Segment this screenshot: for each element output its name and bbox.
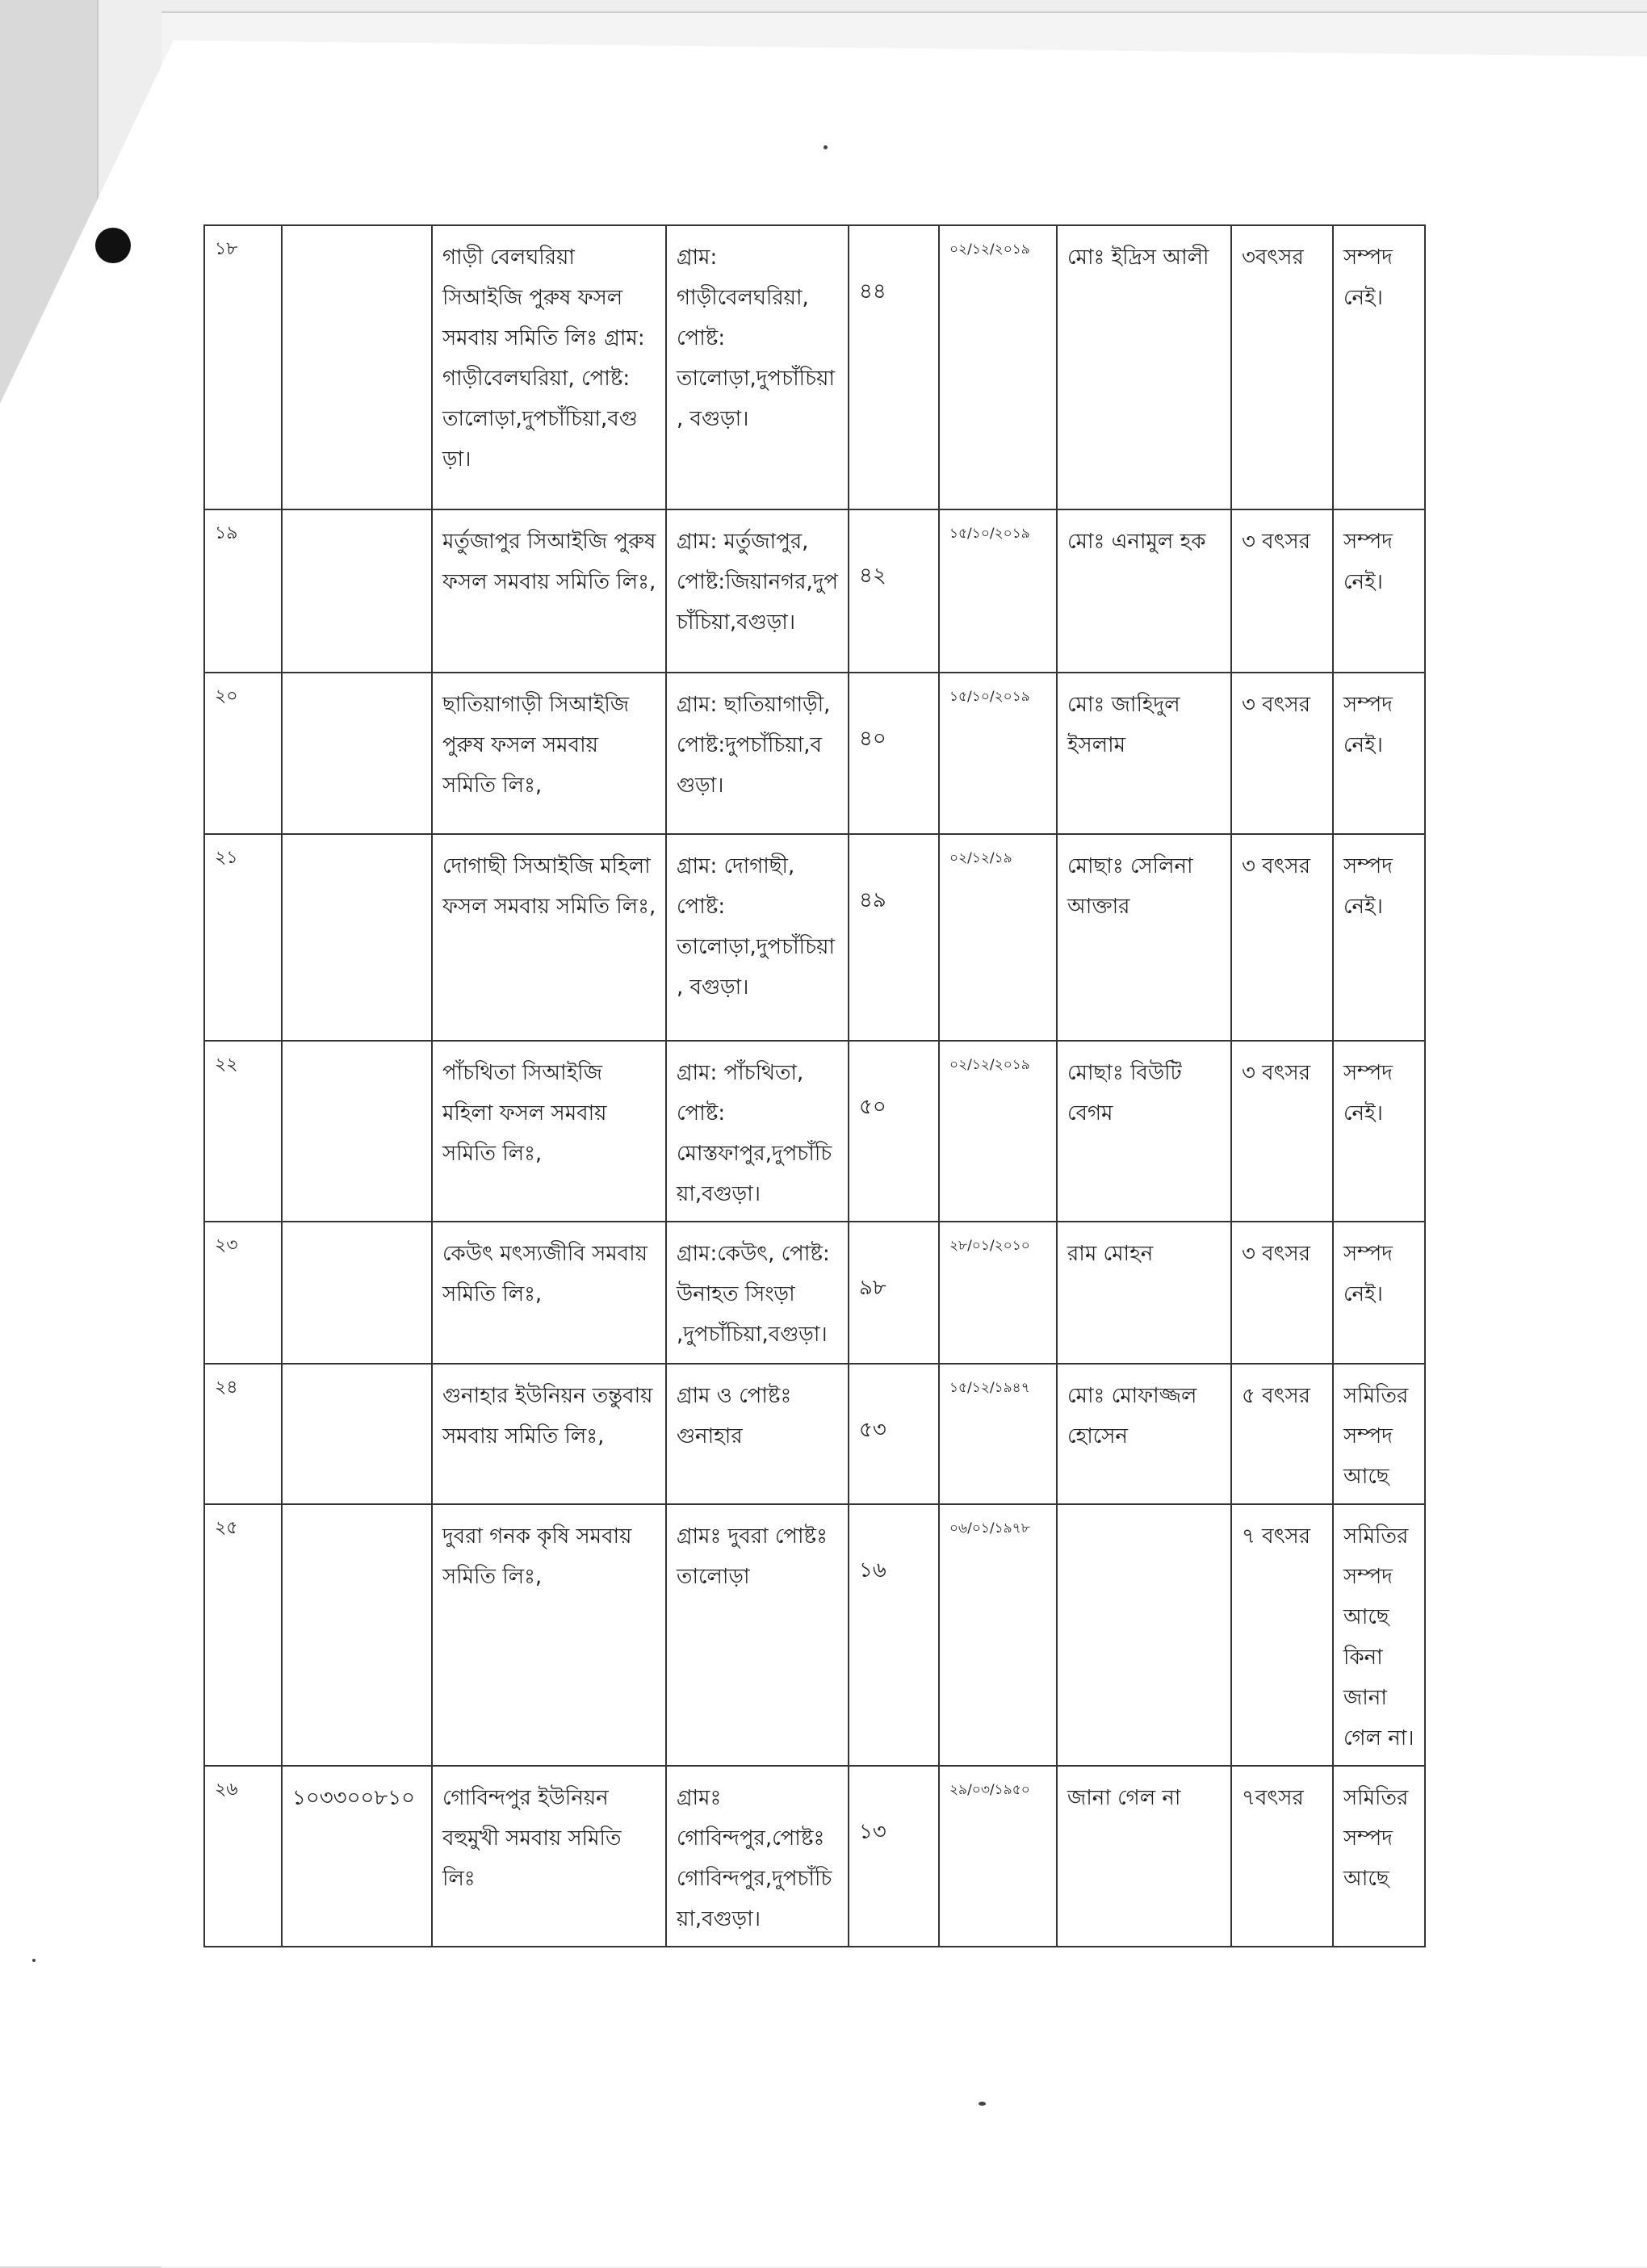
serial-cell: ২২ [204, 1041, 282, 1222]
serial-cell: ২৫ [204, 1504, 282, 1766]
registration-number-cell [282, 509, 432, 673]
registration-number-cell [282, 1041, 432, 1222]
speck [979, 2102, 986, 2106]
serial-cell: ১৮ [204, 225, 282, 509]
serial-cell: ২১ [204, 834, 282, 1041]
address-cell: গ্রাম ও পোষ্টঃ গুনাহার [666, 1364, 849, 1504]
duration-cell: ৩ বৎসর [1231, 673, 1333, 834]
registration-date-cell: ১৫/১০/২০১৯ [939, 673, 1057, 834]
registration-date-cell: ১৫/১০/২০১৯ [939, 509, 1057, 673]
serial-cell: ২৩ [204, 1222, 282, 1364]
duration-cell: ৩ বৎসর [1231, 1041, 1333, 1222]
society-name-cell: গোবিন্দপুর ইউনিয়ন বহুমুখী সমবায় সমিতি লিঃ [432, 1766, 666, 1947]
member-count-cell: ১৬ [849, 1504, 939, 1766]
contact-person-cell: মোঃ জাহিদুল ইসলাম [1057, 673, 1231, 834]
duration-cell: ৩বৎসর [1231, 225, 1333, 509]
registration-date-cell: ২৯/০৩/১৯৫০ [939, 1766, 1057, 1947]
society-name-cell: কেউৎ মৎস্যজীবি সমবায় সমিতি লিঃ, [432, 1222, 666, 1364]
contact-person-cell: মোঃ এনামুল হক [1057, 509, 1231, 673]
contact-person-cell: জানা গেল না [1057, 1766, 1231, 1947]
assets-status-cell: সম্পদ নেই। [1333, 1222, 1425, 1364]
society-name-cell: পাঁচথিতা সিআইজি মহিলা ফসল সমবায় সমিতি লিঃ, [432, 1041, 666, 1222]
contact-person-cell: মোছাঃ সেলিনা আক্তার [1057, 834, 1231, 1041]
society-name-cell: দুবরা গনক কৃষি সমবায় সমিতি লিঃ, [432, 1504, 666, 1766]
member-count-cell: ৪৯ [849, 834, 939, 1041]
registration-number-cell: ১০৩৩০০৮১০ [282, 1766, 432, 1947]
speck [32, 1959, 36, 1962]
member-count-cell: ৪২ [849, 509, 939, 673]
society-name-cell: গাড়ী বেলঘরিয়া সিআইজি পুরুষ ফসল সমবায় সমিতি লিঃ গ্রাম: গাড়ীবেলঘরিয়া, পোষ্ট: তালোড়া,দুপচাঁচিয়া,বগুড়া। [432, 225, 666, 509]
assets-status-cell: সম্পদ নেই। [1333, 225, 1425, 509]
speck [824, 145, 828, 149]
duration-cell: ৭ বৎসর [1231, 1504, 1333, 1766]
member-count-cell: ১৩ [849, 1766, 939, 1947]
table-row [204, 1766, 1425, 1947]
contact-person-cell [1057, 1504, 1231, 1766]
punch-hole [95, 228, 131, 263]
table-row [204, 1222, 1425, 1364]
table-row [204, 1504, 1425, 1766]
member-count-cell: ৪০ [849, 673, 939, 834]
society-name-cell: গুনাহার ইউনিয়ন তন্তুবায় সমবায় সমিতি লিঃ, [432, 1364, 666, 1504]
registration-number-cell [282, 1504, 432, 1766]
serial-cell: ২৪ [204, 1364, 282, 1504]
address-cell: গ্রাম: পাঁচথিতা, পোষ্ট: মোস্তফাপুর,দুপচাঁচিয়া,বগুড়া। [666, 1041, 849, 1222]
address-cell: গ্রাম: ছাতিয়াগাড়ী, পোষ্ট:দুপচাঁচিয়া,বগুড়া। [666, 673, 849, 834]
address-cell: গ্রামঃ গোবিন্দপুর,পোষ্টঃ গোবিন্দপুর,দুপচাঁচিয়া,বগুড়া। [666, 1766, 849, 1947]
member-count-cell: ৫০ [849, 1041, 939, 1222]
cooperative-societies-table [203, 224, 1426, 1947]
address-cell: গ্রাম:কেউৎ, পোষ্ট: উনাহত সিংড়া ,দুপচাঁচিয়া,বগুড়া। [666, 1222, 849, 1364]
duration-cell: ৩ বৎসর [1231, 834, 1333, 1041]
contact-person-cell: মোঃ মোফাজ্জল হোসেন [1057, 1364, 1231, 1504]
table-row [204, 834, 1425, 1041]
registration-number-cell [282, 834, 432, 1041]
registration-date-cell: ১৫/১২/১৯৪৭ [939, 1364, 1057, 1504]
contact-person-cell: রাম মোহন [1057, 1222, 1231, 1364]
registration-date-cell: ০২/১২/১৯ [939, 834, 1057, 1041]
address-cell: গ্রাম: মর্তুজাপুর, পোষ্ট:জিয়ানগর,দুপচাঁচিয়া,বগুড়া। [666, 509, 849, 673]
duration-cell: ৩ বৎসর [1231, 1222, 1333, 1364]
table-row [204, 225, 1425, 509]
table-row [204, 1041, 1425, 1222]
registration-date-cell: ০২/১২/২০১৯ [939, 1041, 1057, 1222]
registration-date-cell: ২৮/০১/২০১০ [939, 1222, 1057, 1364]
member-count-cell: ৪৪ [849, 225, 939, 509]
address-cell: গ্রাম: গাড়ীবেলঘরিয়া, পোষ্ট: তালোড়া,দুপচাঁচিয়া, বগুড়া। [666, 225, 849, 509]
address-cell: গ্রামঃ দুবরা পোষ্টঃ তালোড়া [666, 1504, 849, 1766]
assets-status-cell: সম্পদ নেই। [1333, 1041, 1425, 1222]
registration-date-cell: ০২/১২/২০১৯ [939, 225, 1057, 509]
serial-cell: ২০ [204, 673, 282, 834]
serial-cell: ১৯ [204, 509, 282, 673]
society-name-cell: দোগাছী সিআইজি মহিলা ফসল সমবায় সমিতি লিঃ, [432, 834, 666, 1041]
contact-person-cell: মোছাঃ বিউটি বেগম [1057, 1041, 1231, 1222]
society-name-cell: ছাতিয়াগাড়ী সিআইজি পুরুষ ফসল সমবায় সমিতি লিঃ, [432, 673, 666, 834]
table-row [204, 1364, 1425, 1504]
serial-cell: ২৬ [204, 1766, 282, 1947]
member-count-cell: ৫৩ [849, 1364, 939, 1504]
address-cell: গ্রাম: দোগাছী, পোষ্ট: তালোড়া,দুপচাঁচিয়া, বগুড়া। [666, 834, 849, 1041]
assets-status-cell: সম্পদ নেই। [1333, 509, 1425, 673]
assets-status-cell: সম্পদ নেই। [1333, 834, 1425, 1041]
registration-date-cell: ০৬/০১/১৯৭৮ [939, 1504, 1057, 1766]
duration-cell: ৫ বৎসর [1231, 1364, 1333, 1504]
registration-number-cell [282, 1364, 432, 1504]
assets-status-cell: সমিতির সম্পদ আছে কিনা জানা গেল না। [1333, 1504, 1425, 1766]
registration-number-cell [282, 673, 432, 834]
member-count-cell: ৯৮ [849, 1222, 939, 1364]
assets-status-cell: সম্পদ নেই। [1333, 673, 1425, 834]
duration-cell: ৭বৎসর [1231, 1766, 1333, 1947]
table-row [204, 673, 1425, 834]
assets-status-cell: সমিতির সম্পদ আছে [1333, 1364, 1425, 1504]
assets-status-cell: সমিতির সম্পদ আছে [1333, 1766, 1425, 1947]
duration-cell: ৩ বৎসর [1231, 509, 1333, 673]
registration-number-cell [282, 225, 432, 509]
contact-person-cell: মোঃ ইদ্রিস আলী [1057, 225, 1231, 509]
table-row [204, 509, 1425, 673]
registration-number-cell [282, 1222, 432, 1364]
society-name-cell: মর্তুজাপুর সিআইজি পুরুষ ফসল সমবায় সমিতি লিঃ, [432, 509, 666, 673]
